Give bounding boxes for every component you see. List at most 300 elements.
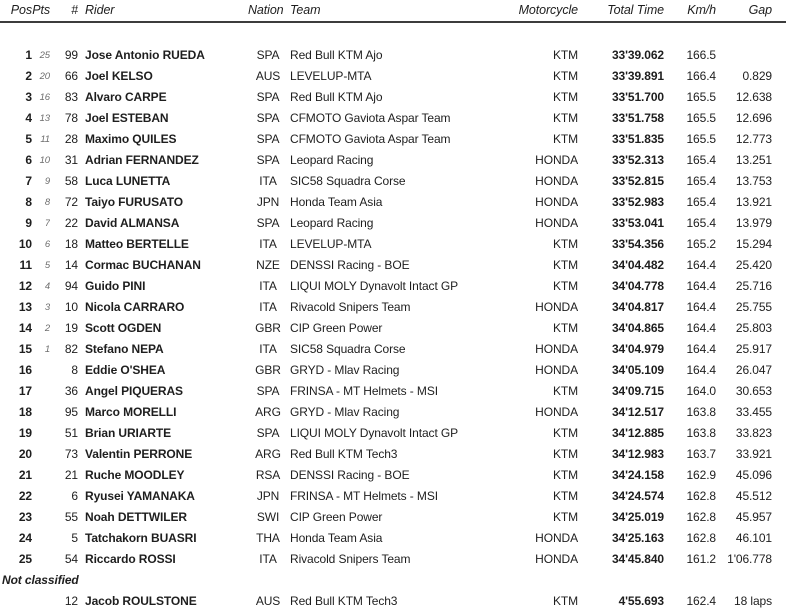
cell-kmh: 163.8 bbox=[686, 426, 716, 440]
cell-rider: Jose Antonio RUEDA bbox=[85, 48, 205, 62]
cell-number: 8 bbox=[71, 363, 78, 377]
cell-number: 73 bbox=[64, 447, 78, 461]
cell-pos: 5 bbox=[25, 132, 32, 146]
cell-pts bbox=[32, 591, 50, 612]
cell-gap: 15.294 bbox=[735, 237, 772, 251]
result-row bbox=[0, 465, 786, 486]
cell-total-time: 34'24.158 bbox=[611, 468, 664, 482]
cell-gap: 25.917 bbox=[735, 342, 772, 356]
result-row bbox=[0, 318, 786, 339]
cell-motorcycle: KTM bbox=[552, 468, 578, 482]
cell-motorcycle: KTM bbox=[552, 594, 578, 608]
cell-total-time: 33'51.835 bbox=[611, 132, 664, 146]
cell-team: Honda Team Asia bbox=[290, 195, 383, 209]
header-row bbox=[0, 0, 786, 22]
cell-gap bbox=[716, 45, 786, 66]
cell-nation: ITA bbox=[259, 174, 277, 188]
result-row bbox=[0, 339, 786, 360]
col-header-pos: Pos bbox=[0, 0, 32, 22]
cell-nation: GBR bbox=[255, 363, 281, 377]
cell-rider: Marco MORELLI bbox=[85, 405, 177, 419]
cell-pos: 21 bbox=[18, 468, 32, 482]
cell-team: LEVELUP-MTA bbox=[290, 69, 372, 83]
cell-kmh: 165.4 bbox=[686, 174, 716, 188]
cell-total-time: 33'51.758 bbox=[611, 111, 664, 125]
cell-pts: 16 bbox=[39, 92, 50, 103]
results-body bbox=[0, 45, 786, 570]
cell-pts bbox=[32, 507, 50, 528]
cell-gap: 13.251 bbox=[735, 153, 772, 167]
cell-number: 21 bbox=[64, 468, 78, 482]
cell-motorcycle: HONDA bbox=[535, 174, 578, 188]
cell-pts bbox=[32, 528, 50, 549]
cell-gap: 25.420 bbox=[735, 258, 772, 272]
cell-nation: ITA bbox=[259, 279, 277, 293]
cell-nation: SPA bbox=[256, 90, 280, 104]
cell-team: CIP Green Power bbox=[290, 321, 383, 335]
cell-kmh: 162.8 bbox=[686, 531, 716, 545]
cell-team: Red Bull KTM Tech3 bbox=[290, 594, 398, 608]
cell-pos: 20 bbox=[18, 447, 32, 461]
cell-nation: ITA bbox=[259, 300, 277, 314]
cell-motorcycle: KTM bbox=[552, 279, 578, 293]
cell-gap: 33.823 bbox=[735, 426, 772, 440]
cell-rider: Angel PIQUERAS bbox=[85, 384, 183, 398]
cell-number: 28 bbox=[64, 132, 78, 146]
cell-gap: 30.653 bbox=[735, 384, 772, 398]
cell-total-time: 34'05.109 bbox=[611, 363, 664, 377]
cell-nation: NZE bbox=[256, 258, 280, 272]
cell-kmh: 164.4 bbox=[686, 321, 716, 335]
cell-number: 83 bbox=[64, 90, 78, 104]
cell-pos bbox=[0, 591, 32, 612]
cell-number: 36 bbox=[64, 384, 78, 398]
cell-number: 99 bbox=[64, 48, 78, 62]
cell-gap: 33.921 bbox=[735, 447, 772, 461]
result-row bbox=[0, 297, 786, 318]
result-row bbox=[0, 45, 786, 66]
cell-motorcycle: KTM bbox=[552, 90, 578, 104]
cell-gap: 0.829 bbox=[742, 69, 772, 83]
result-row bbox=[0, 276, 786, 297]
cell-kmh: 165.2 bbox=[686, 237, 716, 251]
cell-team: Honda Team Asia bbox=[290, 531, 383, 545]
cell-pts: 13 bbox=[39, 113, 50, 124]
cell-kmh: 164.4 bbox=[686, 258, 716, 272]
cell-kmh: 161.2 bbox=[686, 552, 716, 566]
cell-total-time: 34'45.840 bbox=[611, 552, 664, 566]
cell-gap: 33.455 bbox=[735, 405, 772, 419]
cell-pos: 8 bbox=[25, 195, 32, 209]
cell-team: FRINSA - MT Helmets - MSI bbox=[290, 384, 438, 398]
cell-pos: 24 bbox=[18, 531, 32, 545]
cell-nation: GBR bbox=[255, 321, 281, 335]
cell-kmh: 165.5 bbox=[686, 90, 716, 104]
cell-motorcycle: HONDA bbox=[535, 363, 578, 377]
cell-pos: 1 bbox=[25, 48, 32, 62]
cell-total-time: 34'25.019 bbox=[611, 510, 664, 524]
cell-motorcycle: HONDA bbox=[535, 405, 578, 419]
cell-gap: 13.979 bbox=[735, 216, 772, 230]
cell-total-time: 34'04.979 bbox=[611, 342, 664, 356]
cell-motorcycle: HONDA bbox=[535, 195, 578, 209]
result-row bbox=[0, 528, 786, 549]
cell-number: 95 bbox=[64, 405, 78, 419]
cell-team: SIC58 Squadra Corse bbox=[290, 174, 406, 188]
cell-rider: Ruche MOODLEY bbox=[85, 468, 185, 482]
col-header-team: Team bbox=[288, 0, 518, 22]
cell-pts: 1 bbox=[44, 344, 50, 355]
cell-team: LEVELUP-MTA bbox=[290, 237, 372, 251]
cell-gap: 13.921 bbox=[735, 195, 772, 209]
cell-pts: 9 bbox=[44, 176, 50, 187]
cell-total-time: 34'04.817 bbox=[611, 300, 664, 314]
cell-gap: 45.957 bbox=[735, 510, 772, 524]
cell-nation: ARG bbox=[255, 405, 281, 419]
cell-rider: Maximo QUILES bbox=[85, 132, 177, 146]
col-header-pts: Pts bbox=[32, 0, 50, 22]
cell-rider: Jacob ROULSTONE bbox=[85, 594, 197, 608]
result-row bbox=[0, 549, 786, 570]
cell-nation: ITA bbox=[259, 342, 277, 356]
cell-team: Rivacold Snipers Team bbox=[290, 552, 411, 566]
cell-nation: SWI bbox=[256, 510, 280, 524]
cell-nation: THA bbox=[256, 531, 280, 545]
cell-team: Red Bull KTM Tech3 bbox=[290, 447, 398, 461]
cell-pts: 20 bbox=[39, 71, 50, 82]
result-row bbox=[0, 213, 786, 234]
cell-motorcycle: HONDA bbox=[535, 216, 578, 230]
col-header-motorcycle: Motorcycle bbox=[518, 0, 578, 22]
cell-rider: Riccardo ROSSI bbox=[85, 552, 176, 566]
result-row bbox=[0, 360, 786, 381]
cell-total-time: 34'12.983 bbox=[611, 447, 664, 461]
result-row bbox=[0, 192, 786, 213]
cell-nation: SPA bbox=[256, 426, 280, 440]
cell-kmh: 164.4 bbox=[686, 279, 716, 293]
cell-pts bbox=[32, 423, 50, 444]
cell-pos: 22 bbox=[18, 489, 32, 503]
result-row bbox=[0, 423, 786, 444]
cell-pts bbox=[32, 402, 50, 423]
cell-team: GRYD - Mlav Racing bbox=[290, 363, 400, 377]
cell-total-time: 34'04.778 bbox=[611, 279, 664, 293]
cell-kmh: 164.4 bbox=[686, 363, 716, 377]
cell-gap: 1'06.778 bbox=[727, 552, 772, 566]
col-header-gap: Gap bbox=[716, 0, 786, 22]
cell-nation: JPN bbox=[256, 195, 280, 209]
cell-pts bbox=[32, 360, 50, 381]
result-row bbox=[0, 444, 786, 465]
cell-motorcycle: KTM bbox=[552, 132, 578, 146]
cell-pos: 14 bbox=[18, 321, 32, 335]
cell-number: 6 bbox=[71, 489, 78, 503]
cell-nation: RSA bbox=[255, 468, 281, 482]
cell-gap: 12.638 bbox=[735, 90, 772, 104]
cell-gap: 13.753 bbox=[735, 174, 772, 188]
cell-pos: 16 bbox=[18, 363, 32, 377]
cell-nation: SPA bbox=[256, 153, 280, 167]
cell-pos: 9 bbox=[25, 216, 32, 230]
not-classified-section bbox=[0, 570, 786, 591]
cell-pos: 10 bbox=[18, 237, 32, 251]
col-header-nation: Nation bbox=[248, 0, 288, 22]
result-row bbox=[0, 234, 786, 255]
cell-total-time: 34'12.517 bbox=[611, 405, 664, 419]
cell-team: CIP Green Power bbox=[290, 510, 383, 524]
cell-nation: ARG bbox=[255, 447, 281, 461]
cell-nation: SPA bbox=[256, 132, 280, 146]
cell-rider: Guido PINI bbox=[85, 279, 146, 293]
cell-total-time: 33'39.062 bbox=[611, 48, 664, 62]
cell-pts bbox=[32, 444, 50, 465]
result-row bbox=[0, 129, 786, 150]
cell-kmh: 165.4 bbox=[686, 195, 716, 209]
cell-nation: ITA bbox=[259, 552, 277, 566]
cell-gap: 25.716 bbox=[735, 279, 772, 293]
cell-pos: 4 bbox=[25, 111, 32, 125]
result-row bbox=[0, 507, 786, 528]
cell-rider: Nicola CARRARO bbox=[85, 300, 185, 314]
cell-kmh: 166.4 bbox=[686, 69, 716, 83]
cell-kmh: 162.4 bbox=[686, 594, 716, 608]
cell-total-time: 33'51.700 bbox=[611, 90, 664, 104]
cell-number: 94 bbox=[64, 279, 78, 293]
cell-motorcycle: KTM bbox=[552, 258, 578, 272]
cell-total-time: 33'52.815 bbox=[611, 174, 664, 188]
cell-rider: Joel KELSO bbox=[85, 69, 153, 83]
result-row bbox=[0, 402, 786, 423]
cell-team: CFMOTO Gaviota Aspar Team bbox=[290, 132, 451, 146]
cell-number: 66 bbox=[64, 69, 78, 83]
cell-rider: Brian URIARTE bbox=[85, 426, 172, 440]
cell-kmh: 162.9 bbox=[686, 468, 716, 482]
cell-pts bbox=[32, 381, 50, 402]
cell-team: CFMOTO Gaviota Aspar Team bbox=[290, 111, 451, 125]
cell-team: Red Bull KTM Ajo bbox=[290, 90, 383, 104]
cell-total-time: 34'09.715 bbox=[611, 384, 664, 398]
cell-nation: AUS bbox=[255, 69, 281, 83]
cell-pts bbox=[32, 465, 50, 486]
cell-number: 12 bbox=[64, 594, 78, 608]
col-header-rider: Rider bbox=[78, 0, 248, 22]
cell-motorcycle: KTM bbox=[552, 426, 578, 440]
cell-number: 22 bbox=[64, 216, 78, 230]
cell-team: SIC58 Squadra Corse bbox=[290, 342, 406, 356]
cell-pts bbox=[32, 549, 50, 570]
cell-rider: David ALMANSA bbox=[85, 216, 180, 230]
cell-team: Leopard Racing bbox=[290, 153, 374, 167]
cell-rider: Adrian FERNANDEZ bbox=[85, 153, 199, 167]
cell-total-time: 33'53.041 bbox=[611, 216, 664, 230]
cell-motorcycle: KTM bbox=[552, 237, 578, 251]
cell-number: 58 bbox=[64, 174, 78, 188]
cell-number: 18 bbox=[64, 237, 78, 251]
cell-pts: 7 bbox=[44, 218, 50, 229]
cell-gap: 18 laps bbox=[734, 594, 772, 608]
cell-number: 55 bbox=[64, 510, 78, 524]
cell-total-time: 33'54.356 bbox=[611, 237, 664, 251]
cell-motorcycle: KTM bbox=[552, 384, 578, 398]
cell-total-time: 4'55.693 bbox=[618, 594, 664, 608]
cell-nation: ITA bbox=[259, 237, 277, 251]
cell-pos: 12 bbox=[18, 279, 32, 293]
not-classified-label: Not classified bbox=[2, 573, 79, 587]
cell-kmh: 164.4 bbox=[686, 342, 716, 356]
cell-motorcycle: HONDA bbox=[535, 531, 578, 545]
cell-total-time: 33'52.983 bbox=[611, 195, 664, 209]
cell-gap: 46.101 bbox=[735, 531, 772, 545]
cell-team: DENSSI Racing - BOE bbox=[290, 258, 410, 272]
cell-rider: Eddie O'SHEA bbox=[85, 363, 166, 377]
cell-rider: Cormac BUCHANAN bbox=[85, 258, 201, 272]
cell-rider: Tatchakorn BUASRI bbox=[85, 531, 197, 545]
cell-motorcycle: KTM bbox=[552, 48, 578, 62]
result-row bbox=[0, 255, 786, 276]
cell-motorcycle: KTM bbox=[552, 510, 578, 524]
cell-total-time: 34'12.885 bbox=[611, 426, 664, 440]
cell-pts: 10 bbox=[39, 155, 50, 166]
cell-number: 31 bbox=[64, 153, 78, 167]
cell-total-time: 34'25.163 bbox=[611, 531, 664, 545]
cell-pts: 25 bbox=[39, 50, 50, 61]
cell-pos: 17 bbox=[18, 384, 32, 398]
cell-number: 51 bbox=[64, 426, 78, 440]
cell-number: 82 bbox=[64, 342, 78, 356]
cell-pts: 11 bbox=[40, 134, 50, 145]
cell-pts: 5 bbox=[44, 260, 50, 271]
cell-pos: 13 bbox=[18, 300, 32, 314]
cell-kmh: 163.7 bbox=[686, 447, 716, 461]
col-header-kmh: Km/h bbox=[664, 0, 716, 22]
cell-gap: 26.047 bbox=[735, 363, 772, 377]
cell-kmh: 166.5 bbox=[686, 48, 716, 62]
cell-rider: Luca LUNETTA bbox=[85, 174, 171, 188]
cell-pos: 18 bbox=[18, 405, 32, 419]
result-row bbox=[0, 66, 786, 87]
cell-team: GRYD - Mlav Racing bbox=[290, 405, 400, 419]
cell-kmh: 162.8 bbox=[686, 510, 716, 524]
cell-motorcycle: HONDA bbox=[535, 300, 578, 314]
cell-pts: 2 bbox=[44, 323, 50, 334]
cell-rider: Stefano NEPA bbox=[85, 342, 164, 356]
cell-nation: SPA bbox=[256, 384, 280, 398]
result-row bbox=[0, 486, 786, 507]
cell-team: LIQUI MOLY Dynavolt Intact GP bbox=[290, 279, 459, 293]
result-row bbox=[0, 87, 786, 108]
cell-total-time: 34'04.482 bbox=[611, 258, 664, 272]
cell-rider: Taiyo FURUSATO bbox=[85, 195, 183, 209]
cell-number: 5 bbox=[71, 531, 78, 545]
cell-number: 19 bbox=[64, 321, 78, 335]
cell-motorcycle: HONDA bbox=[535, 342, 578, 356]
cell-team: Leopard Racing bbox=[290, 216, 374, 230]
cell-team: FRINSA - MT Helmets - MSI bbox=[290, 489, 438, 503]
cell-nation: SPA bbox=[256, 216, 280, 230]
cell-motorcycle: KTM bbox=[552, 447, 578, 461]
cell-gap: 45.096 bbox=[735, 468, 772, 482]
cell-number: 10 bbox=[64, 300, 78, 314]
cell-pos: 23 bbox=[18, 510, 32, 524]
cell-rider: Joel ESTEBAN bbox=[85, 111, 169, 125]
cell-pos: 25 bbox=[18, 552, 32, 566]
cell-pos: 15 bbox=[18, 342, 32, 356]
cell-team: DENSSI Racing - BOE bbox=[290, 468, 410, 482]
cell-motorcycle: HONDA bbox=[535, 153, 578, 167]
cell-motorcycle: KTM bbox=[552, 321, 578, 335]
result-row bbox=[0, 108, 786, 129]
cell-number: 78 bbox=[64, 111, 78, 125]
cell-gap: 12.773 bbox=[735, 132, 772, 146]
cell-rider: Alvaro CARPE bbox=[85, 90, 167, 104]
not-classified-body bbox=[0, 591, 786, 612]
cell-pts: 8 bbox=[44, 197, 50, 208]
cell-pts bbox=[32, 486, 50, 507]
cell-pos: 7 bbox=[25, 174, 32, 188]
col-header-total-time: Total Time bbox=[578, 0, 664, 22]
cell-gap: 25.803 bbox=[735, 321, 772, 335]
cell-nation: SPA bbox=[256, 48, 280, 62]
cell-total-time: 33'39.891 bbox=[611, 69, 664, 83]
cell-kmh: 164.4 bbox=[686, 300, 716, 314]
cell-kmh: 162.8 bbox=[686, 489, 716, 503]
cell-team: LIQUI MOLY Dynavolt Intact GP bbox=[290, 426, 459, 440]
cell-pos: 11 bbox=[19, 258, 32, 272]
cell-number: 14 bbox=[64, 258, 78, 272]
cell-pts: 6 bbox=[44, 239, 50, 250]
cell-kmh: 165.4 bbox=[686, 216, 716, 230]
result-row bbox=[0, 591, 786, 612]
col-header-number: # bbox=[50, 0, 78, 22]
cell-nation: SPA bbox=[256, 111, 280, 125]
cell-rider: Matteo BERTELLE bbox=[85, 237, 189, 251]
cell-nation: JPN bbox=[256, 489, 280, 503]
cell-pts: 4 bbox=[44, 281, 50, 292]
cell-motorcycle: KTM bbox=[552, 489, 578, 503]
cell-nation: AUS bbox=[255, 594, 281, 608]
cell-pos: 2 bbox=[25, 69, 32, 83]
cell-gap: 25.755 bbox=[735, 300, 772, 314]
cell-rider: Valentin PERRONE bbox=[85, 447, 193, 461]
cell-total-time: 33'52.313 bbox=[611, 153, 664, 167]
cell-kmh: 165.4 bbox=[686, 153, 716, 167]
header-spacer bbox=[0, 22, 786, 45]
cell-rider: Ryusei YAMANAKA bbox=[85, 489, 195, 503]
cell-motorcycle: KTM bbox=[552, 69, 578, 83]
cell-team: Red Bull KTM Ajo bbox=[290, 48, 383, 62]
cell-rider: Noah DETTWILER bbox=[85, 510, 187, 524]
cell-total-time: 34'04.865 bbox=[611, 321, 664, 335]
cell-kmh: 164.0 bbox=[686, 384, 716, 398]
cell-motorcycle: KTM bbox=[552, 111, 578, 125]
cell-pts: 3 bbox=[44, 302, 50, 313]
cell-kmh: 163.8 bbox=[686, 405, 716, 419]
result-row bbox=[0, 381, 786, 402]
result-row bbox=[0, 150, 786, 171]
cell-motorcycle: HONDA bbox=[535, 552, 578, 566]
cell-pos: 19 bbox=[18, 426, 32, 440]
cell-team: Rivacold Snipers Team bbox=[290, 300, 411, 314]
cell-total-time: 34'24.574 bbox=[611, 489, 664, 503]
cell-number: 54 bbox=[64, 552, 78, 566]
cell-kmh: 165.5 bbox=[686, 132, 716, 146]
cell-gap: 45.512 bbox=[735, 489, 772, 503]
cell-gap: 12.696 bbox=[735, 111, 772, 125]
cell-pos: 3 bbox=[25, 90, 32, 104]
cell-rider: Scott OGDEN bbox=[85, 321, 162, 335]
cell-number: 72 bbox=[64, 195, 78, 209]
cell-kmh: 165.5 bbox=[686, 111, 716, 125]
